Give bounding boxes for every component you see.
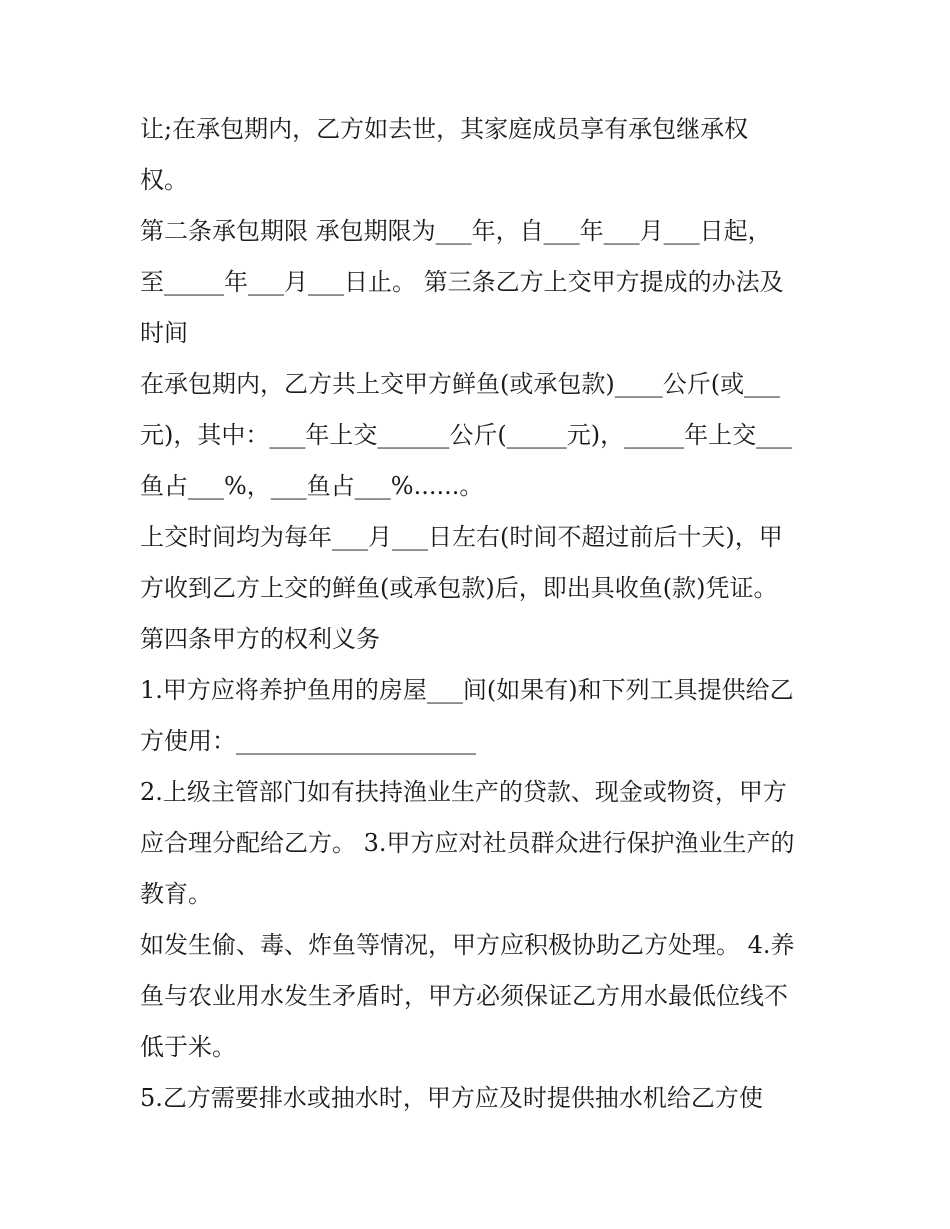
- text-line: 上交时间均为每年___月___日左右(时间不超过前后十天)，甲: [140, 523, 783, 551]
- text-line: 在承包期内，乙方共上交甲方鲜鱼(或承包款)____公斤(或___: [140, 370, 781, 398]
- text-line: 鱼占___%，___鱼占___%......。: [140, 472, 484, 500]
- text-line: 如发生偷、毒、炸鱼等情况，甲方应积极协助乙方处理。 4.养: [140, 931, 795, 959]
- text-line: 鱼与农业用水发生矛盾时，甲方必须保证乙方用水最低位线不: [140, 982, 788, 1010]
- text-line: 应合理分配给乙方。 3.甲方应对社员群众进行保护渔业生产的: [140, 829, 795, 857]
- text-line: 5.乙方需要排水或抽水时，甲方应及时提供抽水机给乙方使: [140, 1084, 763, 1112]
- text-line: 1.甲方应将养护鱼用的房屋___间(如果有)和下列工具提供给乙: [140, 676, 794, 704]
- text-line: 至_____年___月___日止。 第三条乙方上交甲方提成的办法及: [140, 268, 784, 296]
- text-line: 方使用：____________________: [140, 727, 476, 755]
- text-line: 第四条甲方的权利义务: [140, 625, 380, 653]
- text-line: 低于米。: [140, 1033, 236, 1061]
- text-line: 第二条承包期限 承包期限为___年，自___年___月___日起，: [140, 217, 772, 245]
- text-line: 时间: [140, 319, 188, 347]
- text-line: 元)，其中：___年上交______公斤(_____元)，_____年上交___: [140, 421, 793, 449]
- text-line: 2.上级主管部门如有扶持渔业生产的贷款、现金或物资，甲方: [140, 778, 787, 806]
- text-line: 教育。: [140, 880, 212, 908]
- contract-text: [140, 104, 820, 1124]
- text-line: 方收到乙方上交的鲜鱼(或承包款)后，即出具收鱼(款)凭证。: [140, 574, 778, 602]
- text-line: 让;在承包期内，乙方如去世，其家庭成员享有承包继承权: [140, 115, 749, 143]
- text-line: 权。: [140, 166, 188, 194]
